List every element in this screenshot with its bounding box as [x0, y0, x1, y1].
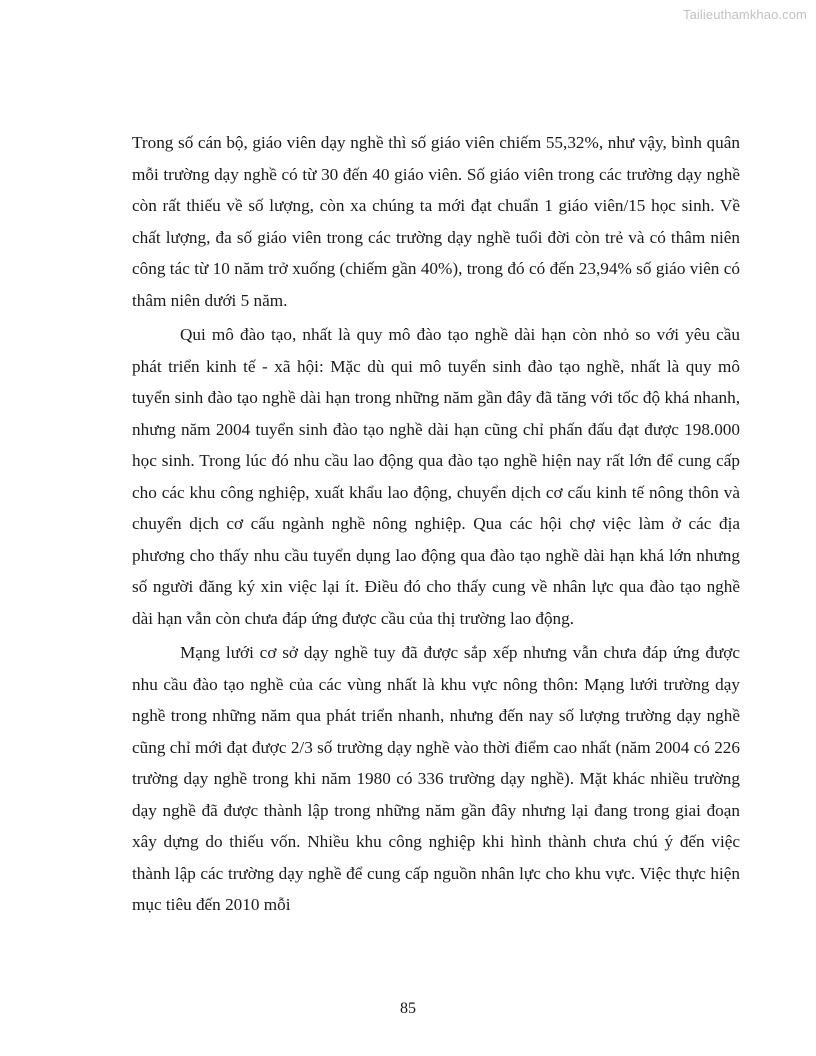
document-body — [132, 127, 740, 921]
watermark: Tailieuthamkhao.com — [682, 7, 807, 22]
page-number: 85 — [400, 1000, 416, 1017]
paragraph-training-scale: Qui mô đào tạo, nhất là quy mô đào tạo nghề dài hạn còn nhỏ so với yêu cầu phát triển kinh tế - xã hội: Mặc dù qui mô tuyển sinh đào tạo nghề, nhất là quy mô tuyển sinh đào tạo nghề dài hạn trong những năm gần đây đã tăng với tốc độ khá nhanh, nhưng năm 2004 tuyển sinh đào tạo nghề dài hạn cũng chỉ phấn đấu đạt được 198.000 học sinh. Trong lúc đó nhu cầu lao động qua đào tạo nghề hiện nay rất lớn để cung cấp cho các khu công nghiệp, xuất khẩu lao động, chuyển dịch cơ cấu kinh tế nông thôn và chuyển dịch cơ cấu ngành nghề nông nghiệp. Qua các hội chợ việc làm ở các địa phương cho thấy nhu cầu tuyển dụng lao động qua đào tạo nghề dài hạn khá lớn nhưng số người đăng ký xin việc lại ít. Điều đó cho thấy cung về nhân lực qua đào tạo nghề dài hạn vẫn còn chưa đáp ứng được cầu của thị trường lao động. — [132, 325, 740, 628]
paragraph-vocational-network: Mạng lưới cơ sở dạy nghề tuy đã được sắp xếp nhưng vẫn chưa đáp ứng được nhu cầu đào tạo nghề của các vùng nhất là khu vực nông thôn: Mạng lưới trường dạy nghề trong những năm qua phát triển nhanh, nhưng đến nay số lượng trường dạy nghề cũng chỉ mới đạt được 2/3 số trường dạy nghề vào thời điểm cao nhất (năm 2004 có 226 trường dạy nghề trong khi năm 1980 có 336 trường dạy nghề). Mặt khác nhiều trường dạy nghề đã được thành lập trong những năm gần đây nhưng lại đang trong giai đoạn xây dựng do thiếu vốn. Nhiều khu công nghiệp khi hình thành chưa chú ý đến việc thành lập các trường dạy nghề để cung cấp nguồn nhân lực cho khu vực. Việc thực hiện mục tiêu đến 2010 mỗi — [132, 643, 740, 914]
paragraph-teacher-statistics: Trong số cán bộ, giáo viên dạy nghề thì số giáo viên chiếm 55,32%, như vậy, bình quân mỗi trường dạy nghề có từ 30 đến 40 giáo viên. Số giáo viên trong các trường dạy nghề còn rất thiếu về số lượng, còn xa chúng ta mới đạt chuẩn 1 giáo viên/15 học sinh. Về chất lượng, đa số giáo viên trong các trường dạy nghề tuổi đời còn trẻ và có thâm niên công tác từ 10 năm trở xuống (chiếm gần 40%), trong đó có đến 23,94% số giáo viên có thâm niên dưới 5 năm. — [132, 133, 740, 310]
